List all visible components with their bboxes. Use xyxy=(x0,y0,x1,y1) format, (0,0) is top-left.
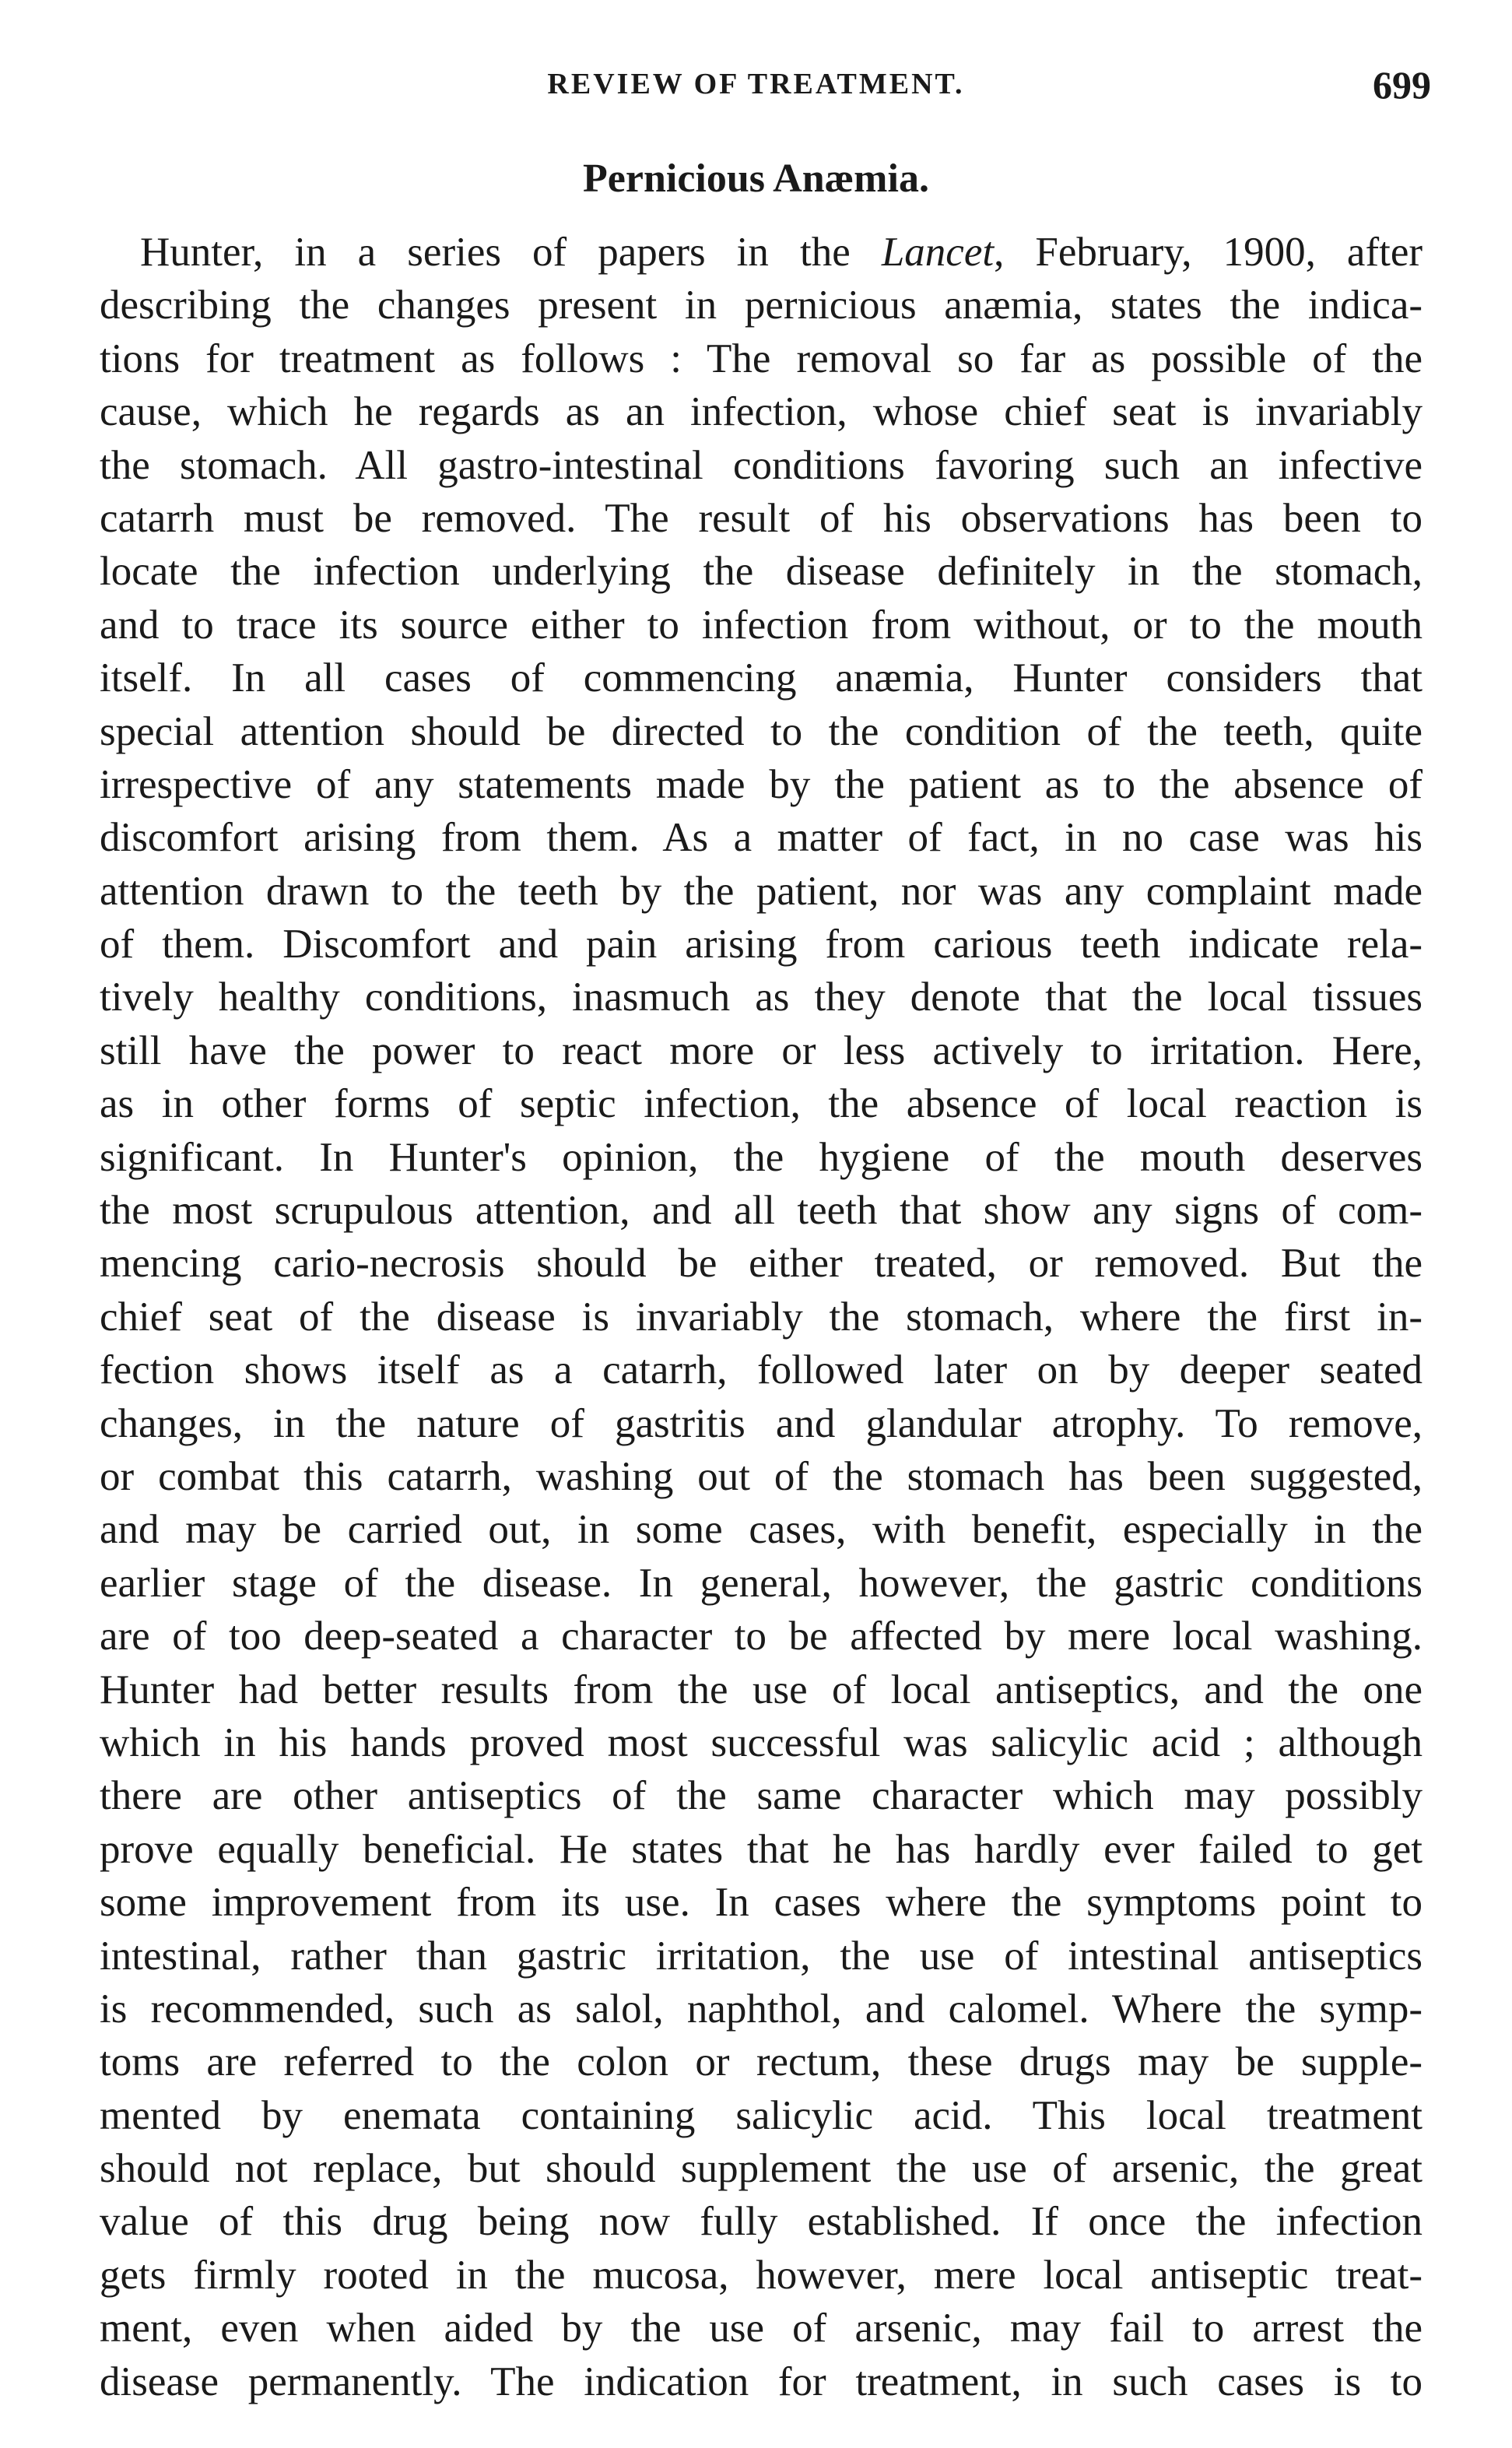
text-line: toms are referred to the colon or rectum, these drugs may be supple- xyxy=(100,2039,1423,2085)
text-line: mented by enemata containing salicylic acid. This local treatment xyxy=(100,2092,1423,2138)
text-line: prove equally beneficial. He states that he has hardly ever failed to get xyxy=(100,1826,1423,1872)
text-line: disease permanently. The indication for treatment, in such cases is to xyxy=(100,2358,1423,2404)
text-line: Hunter, in a series of papers in the Lancet, February, 1900, after xyxy=(140,230,1423,275)
text-line: cause, which he regards as an infection, whose chief seat is invariably xyxy=(100,389,1423,435)
text-line: irrespective of any statements made by the patient as to the absence of xyxy=(100,761,1423,807)
text-line: intestinal, rather than gastric irritation, the use of intestinal antiseptics xyxy=(100,1933,1423,1979)
text-line: chief seat of the disease is invariably the stomach, where the first in- xyxy=(100,1294,1423,1340)
text-line: value of this drug being now fully established. If once the infection xyxy=(100,2199,1423,2245)
text-line: tively healthy conditions, inasmuch as they denote that the local tissues xyxy=(100,975,1423,1020)
text-line: or combat this catarrh, washing out of the stomach has been suggested, xyxy=(100,1453,1423,1499)
text-line: describing the changes present in pernicious anæmia, states the indica- xyxy=(100,283,1423,328)
text-line: Hunter had better results from the use of local antiseptics, and the one xyxy=(100,1667,1423,1712)
text-line: mencing cario-necrosis should be either treated, or removed. But the xyxy=(100,1241,1423,1287)
text-line: fection shows itself as a catarrh, followed later on by deeper seated xyxy=(100,1347,1423,1393)
journal-name: Lancet xyxy=(881,230,995,275)
text-line: of them. Discomfort and pain arising from carious teeth indicate rela- xyxy=(100,922,1423,968)
text-line: significant. In Hunter's opinion, the hygiene of the mouth deserves xyxy=(100,1134,1423,1180)
text-line: should not replace, but should supplement the use of arsenic, the great xyxy=(100,2146,1423,2192)
body-paragraph xyxy=(100,226,1423,2408)
section-title: Pernicious Anæmia. xyxy=(583,156,929,201)
text-line: the stomach. All gastro-intestinal conditions favoring such an infective xyxy=(100,442,1423,488)
text-line: locate the infection underlying the disease definitely in the stomach, xyxy=(100,549,1423,595)
text-line: is recommended, such as salol, naphthol, and calomel. Where the symp- xyxy=(100,1986,1423,2032)
text-line: tions for treatment as follows : The removal so far as possible of the xyxy=(100,335,1423,381)
text-line: as in other forms of septic infection, the absence of local reaction is xyxy=(100,1081,1423,1127)
text-line: and to trace its source either to infection from without, or to the mouth xyxy=(100,602,1423,648)
text-line: there are other antiseptics of the same character which may possibly xyxy=(100,1773,1423,1819)
text-line: special attention should be directed to the condition of the teeth, quite xyxy=(100,708,1423,754)
text-line: changes, in the nature of gastritis and glandular atrophy. To remove, xyxy=(100,1400,1423,1446)
text-line: the most scrupulous attention, and all teeth that show any signs of com- xyxy=(100,1188,1423,1234)
text-line: catarrh must be removed. The result of his observations has been to xyxy=(100,495,1423,541)
page-number: 699 xyxy=(1373,63,1431,107)
text-line: gets firmly rooted in the mucosa, however, mere local antiseptic treat- xyxy=(100,2252,1423,2298)
text-line: and may be carried out, in some cases, with benefit, especially in the xyxy=(100,1507,1423,1553)
running-header xyxy=(0,63,1512,114)
text-line: itself. In all cases of commencing anæmia, Hunter considers that xyxy=(100,655,1423,701)
running-title: REVIEW OF TREATMENT. xyxy=(547,68,965,100)
text-line: discomfort arising from them. As a matter of fact, in no case was his xyxy=(100,815,1423,861)
text-line: which in his hands proved most successful was salicylic acid ; although xyxy=(100,1719,1423,1765)
text-line: earlier stage of the disease. In general, however, the gastric conditions xyxy=(100,1560,1423,1606)
text-line: some improvement from its use. In cases where the symptoms point to xyxy=(100,1880,1423,1926)
text-line: attention drawn to the teeth by the patient, nor was any complaint made xyxy=(100,868,1423,914)
text-line: still have the power to react more or less actively to irritation. Here, xyxy=(100,1027,1423,1073)
text-line: ment, even when aided by the use of arsenic, may fail to arrest the xyxy=(100,2306,1423,2351)
text-line: are of too deep-seated a character to be affected by mere local washing. xyxy=(100,1614,1423,1660)
